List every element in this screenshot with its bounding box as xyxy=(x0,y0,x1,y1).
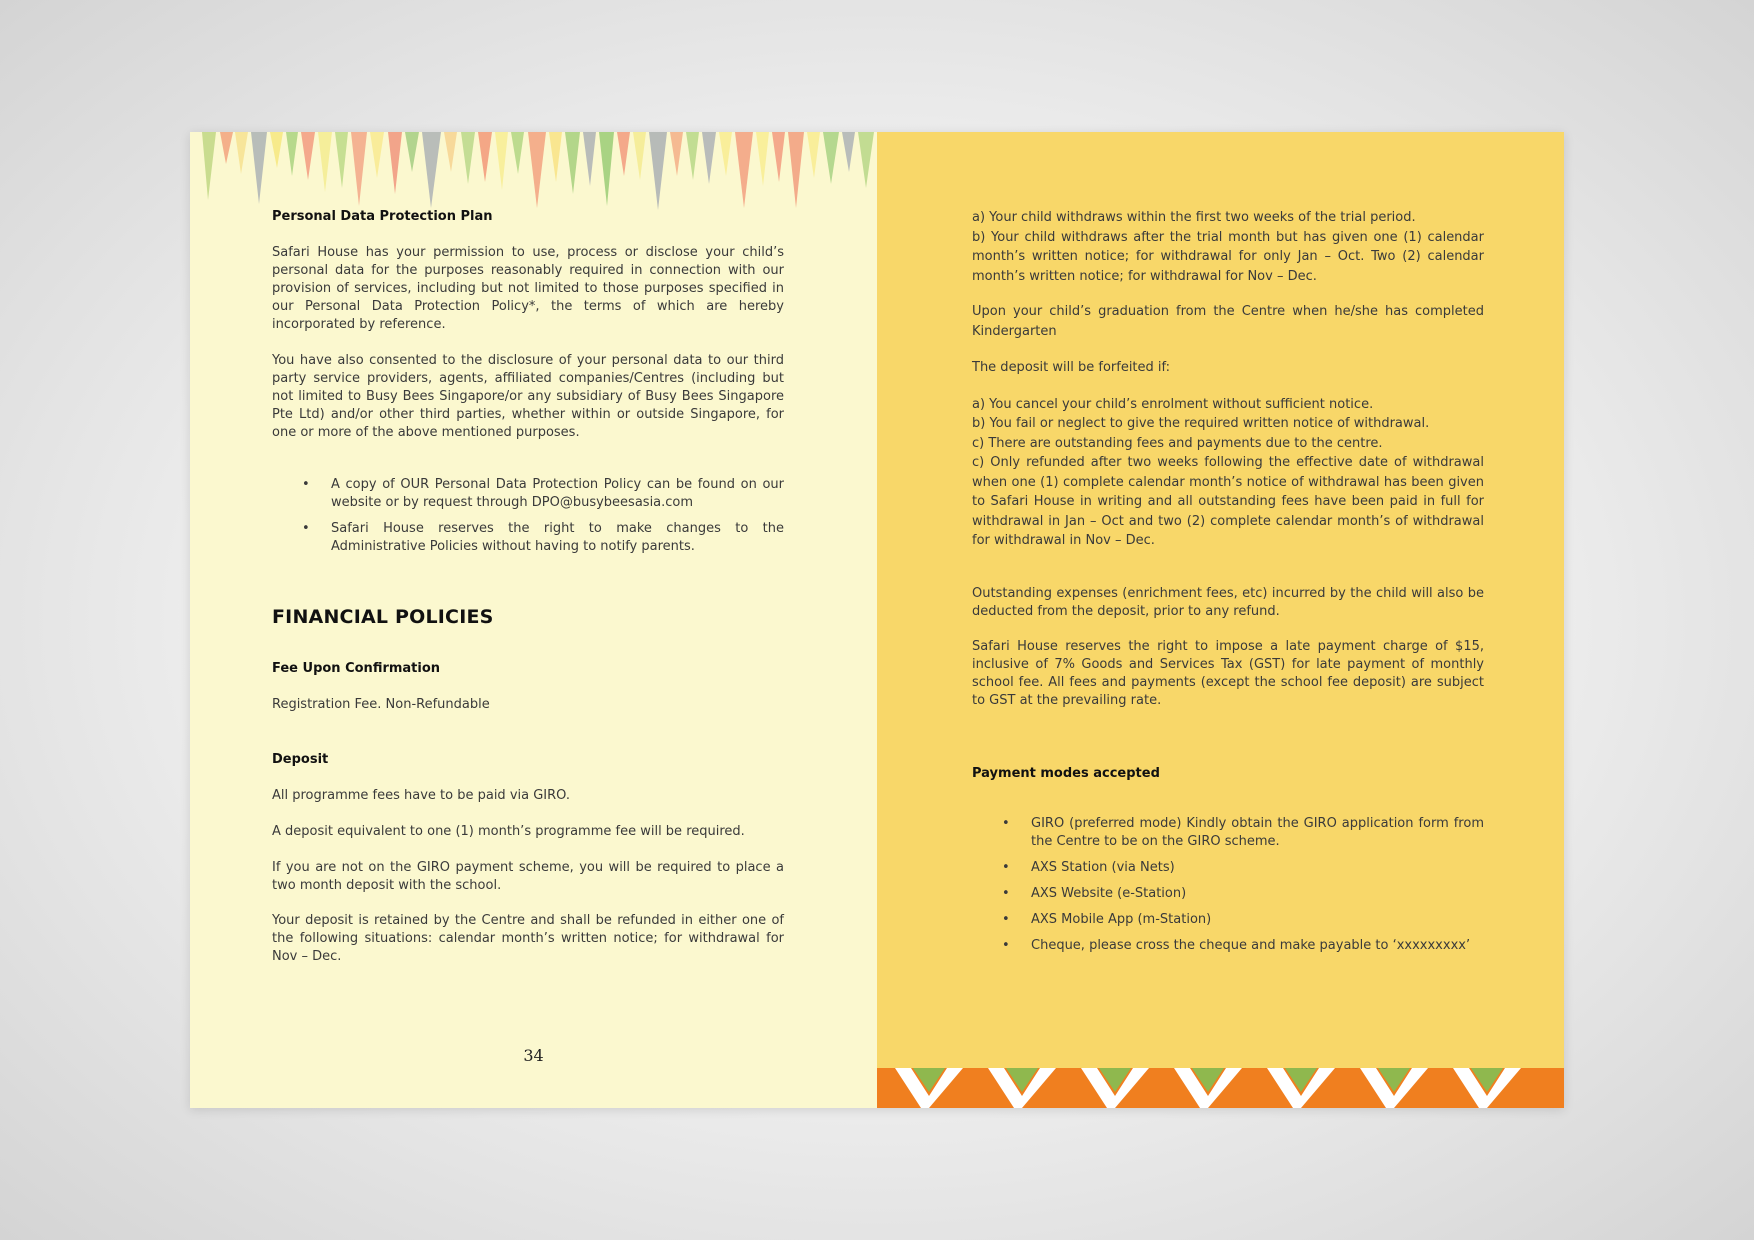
page-number: 34 xyxy=(523,1046,544,1065)
bullet-icon: • xyxy=(1002,816,1010,831)
pdp-bullet-text: Safari House reserves the right to make changes to the Administrative Policies without having to notify parents. xyxy=(331,521,784,554)
pdp-paragraph-2: You have also consented to the disclosure of your personal data to our third party service providers, agents, affiliated companies/Centres (including but not limited to Busy Bees Singapore/or any subsidiary of Busy Bees Singapore Pte Ltd) and/or other third parties, whether within or outside Singapore, for one or more of the above mentioned purposes. xyxy=(272,353,784,440)
bullet-icon: • xyxy=(1002,860,1010,875)
payment-mode-text: Cheque, please cross the cheque and make payable to ‘xxxxxxxxx’ xyxy=(1031,938,1471,953)
refund-item: a) Your child withdraws within the first two weeks of the trial period. xyxy=(972,210,1416,225)
deposit-paragraph: If you are not on the GIRO payment scheme, you will be required to place a two month deposit with the school. xyxy=(272,860,784,893)
pdp-heading: Personal Data Protection Plan xyxy=(272,209,493,224)
forfeit-item: b) You fail or neglect to give the required written notice of withdrawal. xyxy=(972,416,1430,431)
bullet-icon: • xyxy=(1002,938,1010,953)
payment-mode-text: AXS Station (via Nets) xyxy=(1031,860,1175,875)
fee-upon-confirmation-heading: Fee Upon Confirmation xyxy=(272,661,441,676)
forfeit-intro: The deposit will be forfeited if: xyxy=(972,360,1171,375)
list-item xyxy=(972,859,1484,877)
left-page xyxy=(190,132,877,1108)
list-item xyxy=(272,476,784,512)
refund-item: b) Your child withdraws after the trial month but has given one (1) calendar month’s written notice; for withdrawal for only Jan – Oct. Two (2) calendar month’s written notice; for withdrawal for Nov – Dec. xyxy=(972,229,1484,284)
payment-mode-text: GIRO (preferred mode) Kindly obtain the GIRO application form from the Centre to be on the GIRO scheme. xyxy=(1031,816,1484,849)
list-item xyxy=(972,885,1484,903)
document-spread xyxy=(190,132,1564,1108)
financial-policies-title: FINANCIAL POLICIES xyxy=(272,606,494,628)
list-item xyxy=(972,815,1484,851)
list-item xyxy=(972,911,1484,929)
pdp-bullet-list xyxy=(272,476,784,556)
payment-modes-heading: Payment modes accepted xyxy=(972,765,1160,781)
payment-mode-text: AXS Mobile App (m-Station) xyxy=(1031,912,1212,927)
payment-mode-text: AXS Website (e-Station) xyxy=(1031,886,1187,901)
payment-modes-list xyxy=(972,815,1484,955)
bullet-icon: • xyxy=(302,521,310,536)
bunting-decoration xyxy=(190,132,877,212)
chevron-border-decoration xyxy=(877,1068,1564,1108)
graduation-text: Upon your child’s graduation from the Centre when he/she has completed Kindergarten xyxy=(972,304,1484,339)
registration-fee-text: Registration Fee. Non-Refundable xyxy=(272,697,490,712)
bullet-icon: • xyxy=(1002,912,1010,927)
list-item xyxy=(272,520,784,556)
right-page xyxy=(877,132,1564,1108)
deposit-paragraph: A deposit equivalent to one (1) month’s programme fee will be required. xyxy=(272,824,745,839)
deposit-heading: Deposit xyxy=(272,752,329,767)
bullet-icon: • xyxy=(1002,886,1010,901)
pdp-paragraph-1: Safari House has your permission to use, process or disclose your child’s personal data for the purposes reasonably required in connection with our provision of services, including but not limited to those purposes specified in our Personal Data Protection Policy*, the terms of which are hereby incorporated by reference. xyxy=(272,245,784,332)
deposit-paragraph: All programme fees have to be paid via GIRO. xyxy=(272,788,571,803)
late-payment-text: Safari House reserves the right to impose a late payment charge of $15, inclusive of 7% Goods and Services Tax (GST) for late payment of monthly school fee. All fees and payments (except the school fee deposit) are subject to GST at the prevailing rate. xyxy=(972,638,1484,708)
list-item xyxy=(972,937,1484,955)
forfeit-item: c) There are outstanding fees and payments due to the centre. xyxy=(972,435,1383,451)
pdp-bullet-text: A copy of OUR Personal Data Protection Policy can be found on our website or by request through DPO@busybeesasia.com xyxy=(331,477,784,510)
deposit-paragraph: Your deposit is retained by the Centre and shall be refunded in either one of the following situations: calendar month’s written notice; for withdrawal for Nov – Dec. xyxy=(272,913,784,964)
left-text-column xyxy=(272,209,784,966)
forfeit-item: a) You cancel your child’s enrolment without sufficient notice. xyxy=(972,396,1374,412)
bullet-icon: • xyxy=(302,477,310,492)
forfeit-item: c) Only refunded after two weeks following the effective date of withdrawal when one (1) complete calendar month’s notice of withdrawal has been given to Safari House in writing and all outstanding fees have been paid in full for withdrawal in Jan – Oct and two (2) complete calendar month’s of withdrawal for withdrawal in Nov – Dec. xyxy=(972,455,1484,548)
right-text-column xyxy=(972,210,1484,955)
outstanding-expenses-text: Outstanding expenses (enrichment fees, etc) incurred by the child will also be deducted from the deposit, prior to any refund. xyxy=(972,585,1484,619)
